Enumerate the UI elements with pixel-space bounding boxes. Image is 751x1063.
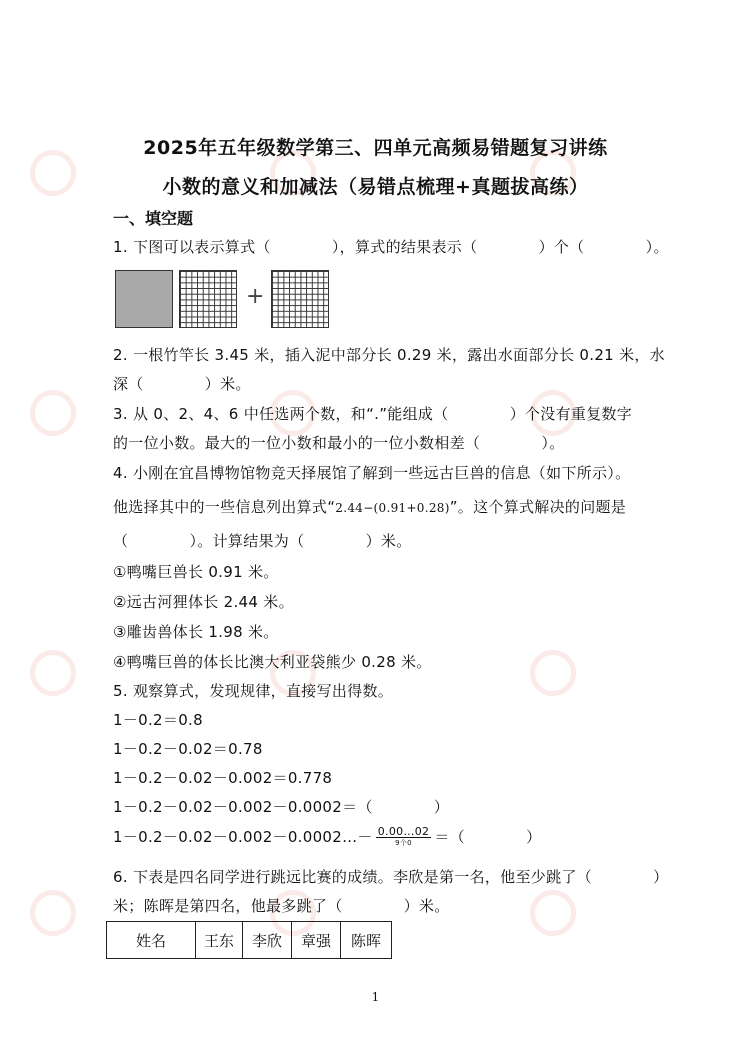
watermark-logo xyxy=(270,380,360,470)
table-header-cell: 章强 xyxy=(292,922,341,959)
page-subtitle: 小数的意义和加减法（易错点梳理+真题拔高练） xyxy=(162,176,589,198)
question-1: 1. 下图可以表示算式（ ），算式的结果表示（ ）个（ ）。 xyxy=(113,238,669,256)
fact-item: ②远古河狸体长 2.44 米。 xyxy=(113,593,294,611)
shaded-square xyxy=(115,270,173,328)
question-4-line-3: （ ）。计算结果为（ ）米。 xyxy=(113,532,412,550)
table-header-cell: 王东 xyxy=(196,922,243,959)
watermark-logo xyxy=(530,640,620,730)
equation: 1－0.2－0.02－0.002＝0.778 xyxy=(113,769,333,787)
question-3-line-1: 3. 从 0、2、4、6 中任选两个数，和“.”能组成（ ）个没有重复数字 xyxy=(113,405,633,423)
watermark-logo xyxy=(30,640,120,730)
question-4-line-2 xyxy=(113,496,626,517)
hundred-grid-1 xyxy=(179,270,237,328)
question-4-line-1: 4. 小刚在宜昌博物馆物竞天择展馆了解到一些远古巨兽的信息（如下所示）。 xyxy=(113,464,631,482)
equation: 1－0.2－0.02＝0.78 xyxy=(113,740,263,758)
question-6-line-2: 米；陈晖是第四名，他最多跳了（ ）米。 xyxy=(113,897,450,915)
page-title: 2025年五年级数学第三、四单元高频易错题复习讲练 xyxy=(143,137,608,159)
fact-item: ④鸭嘴巨兽的体长比澳大利亚袋熊少 0.28 米。 xyxy=(113,653,432,671)
section-heading: 一、填空题 xyxy=(113,209,194,228)
plus-sign: + xyxy=(246,284,265,309)
fraction xyxy=(376,826,432,849)
fraction-numerator: 0.00…02 xyxy=(377,825,430,838)
question-4-text-post: ”。这个算式解决的问题是 xyxy=(449,498,627,516)
watermark-logo xyxy=(30,380,120,470)
score-table xyxy=(106,921,392,959)
hundred-grid-2 xyxy=(271,270,329,328)
fraction-denominator: 9个0 xyxy=(395,839,412,847)
question-6-line-1: 6. 下表是四名同学进行跳远比赛的成绩。李欣是第一名，他至少跳了（ ） xyxy=(113,868,669,886)
question-3-line-2: 的一位小数。最大的一位小数和最小的一位小数相差（ ）。 xyxy=(113,434,565,452)
fact-item: ①鸭嘴巨兽长 0.91 米。 xyxy=(113,563,279,581)
equation-last-pre: 1－0.2－0.02－0.002－0.0002…－ xyxy=(113,828,373,846)
watermark-logo xyxy=(530,380,620,470)
fact-item: ③雕齿兽体长 1.98 米。 xyxy=(113,623,279,641)
question-2-line-2: 深（ ）米。 xyxy=(113,375,251,393)
table-header-cell: 陈晖 xyxy=(341,922,392,959)
equation-last xyxy=(113,826,541,849)
table-row xyxy=(107,922,392,959)
question-4-text-pre: 他选择其中的一些信息列出算式“ xyxy=(113,498,336,516)
equation: 1－0.2－0.02－0.002－0.0002＝（ ） xyxy=(113,798,450,816)
watermark-logo xyxy=(530,880,620,970)
question-4-formula: 2.44−(0.91+0.28) xyxy=(335,501,450,515)
equation: 1－0.2＝0.8 xyxy=(113,711,203,729)
equation-last-post: ＝（ ） xyxy=(434,828,542,846)
table-header-cell: 李欣 xyxy=(243,922,292,959)
question-5-line-1: 5. 观察算式，发现规律，直接写出得数。 xyxy=(113,682,394,700)
page-number: 1 xyxy=(371,990,380,1004)
question-2-line-1: 2. 一根竹竿长 3.45 米，插入泥中部分长 0.29 米，露出水面部分长 0.21 米，水 xyxy=(113,346,665,364)
table-header-cell: 姓名 xyxy=(107,922,196,959)
